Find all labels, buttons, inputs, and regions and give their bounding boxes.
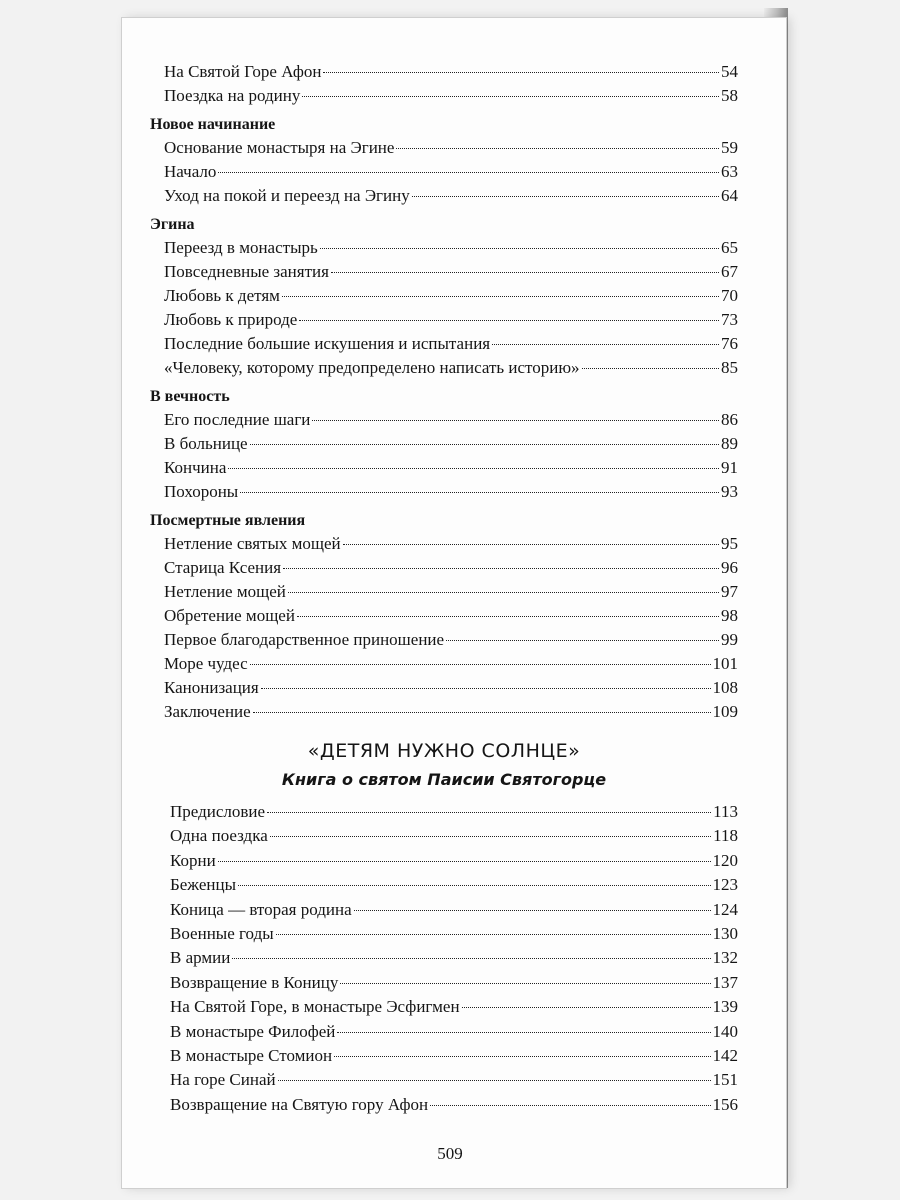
book-header	[150, 738, 738, 792]
entry-title: Похороны	[164, 482, 239, 501]
page-number: 509	[437, 1144, 463, 1163]
dot-leader	[343, 544, 719, 545]
toc-entry	[150, 971, 738, 995]
entry-title: Основание монастыря на Эгине	[164, 138, 395, 157]
entry-title: Уход на покой и переезд на Эгину	[164, 186, 410, 205]
toc-entry	[150, 628, 738, 652]
entry-title: На Святой Горе, в монастыре Эсфигмен	[170, 997, 460, 1017]
toc-entry	[150, 604, 738, 628]
dot-leader	[412, 196, 719, 197]
dot-leader	[218, 861, 711, 862]
dot-leader	[323, 72, 719, 73]
toc-entry	[150, 700, 738, 724]
dot-leader	[430, 1105, 710, 1106]
dot-leader	[278, 1080, 711, 1081]
toc-entry	[150, 1093, 738, 1117]
book-entries	[150, 800, 738, 1117]
toc-entry	[150, 1044, 738, 1068]
dot-leader	[354, 910, 711, 911]
entry-page: 89	[721, 434, 738, 453]
entry-page: 132	[712, 948, 738, 968]
toc-entry	[150, 432, 738, 456]
dot-leader	[446, 640, 719, 641]
entry-title: Переезд в монастырь	[164, 238, 318, 257]
toc-entry	[150, 556, 738, 580]
entry-page: 123	[712, 875, 738, 895]
entry-title: Кончина	[164, 458, 227, 477]
book-title: «ДЕТЯМ НУЖНО СОЛНЦЕ»	[307, 740, 581, 762]
dot-leader	[276, 934, 711, 935]
entry-title: Последние большие искушения и испытания	[164, 334, 491, 353]
entry-title: На Святой Горе Афон	[164, 62, 322, 81]
toc-entry	[150, 652, 738, 676]
dot-leader	[288, 592, 719, 593]
entry-title: Повседневные занятия	[164, 262, 329, 281]
entry-page: 86	[721, 410, 738, 429]
entry-page: 139	[712, 997, 738, 1017]
entry-page: 59	[721, 138, 738, 157]
entry-title: Возвращение на Святую гору Афон	[170, 1094, 429, 1114]
dot-leader	[582, 368, 719, 369]
dot-leader	[331, 272, 719, 273]
dot-leader	[299, 320, 719, 321]
entry-page: 130	[712, 924, 738, 944]
toc-entry	[150, 1020, 738, 1044]
entry-page: 98	[721, 606, 738, 625]
entry-page: 73	[721, 310, 738, 329]
dot-leader	[282, 296, 719, 297]
entry-page: 95	[721, 534, 738, 553]
toc-entry	[150, 922, 738, 946]
dot-leader	[250, 664, 711, 665]
dot-leader	[492, 344, 719, 345]
dot-leader	[396, 148, 719, 149]
dot-leader	[312, 420, 719, 421]
entry-title: Старица Ксения	[164, 558, 282, 577]
toc-sections	[150, 60, 738, 724]
entry-page: 76	[721, 334, 738, 353]
entry-title: Первое благодарственное приношение	[164, 630, 445, 649]
dot-leader	[261, 688, 711, 689]
entry-title: Любовь к природе	[164, 310, 298, 329]
toc-entry	[150, 946, 738, 970]
toc-entry	[150, 184, 738, 208]
dot-leader	[218, 172, 719, 173]
dot-leader	[340, 983, 710, 984]
toc-entry	[150, 532, 738, 556]
entry-title: В армии	[170, 948, 231, 968]
toc-entry	[150, 160, 738, 184]
entry-title: Заключение	[164, 702, 251, 721]
entry-title: Начало	[164, 162, 217, 181]
toc-entry	[150, 60, 738, 84]
dot-leader	[240, 492, 719, 493]
entry-page: 97	[721, 582, 738, 601]
entry-page: 54	[721, 62, 738, 81]
dot-leader	[334, 1056, 710, 1057]
book-subtitle: Книга о святом Паисии Святогорце	[281, 770, 607, 789]
toc-entry	[150, 84, 738, 108]
section-heading: Новое начинание	[150, 116, 276, 133]
entry-page: 96	[721, 558, 738, 577]
entry-title: На горе Синай	[170, 1070, 276, 1090]
entry-title: В монастыре Филофей	[170, 1021, 336, 1041]
toc-entry	[150, 580, 738, 604]
entry-title: Канонизация	[164, 678, 259, 697]
toc-entry	[150, 676, 738, 700]
toc-entry	[150, 308, 738, 332]
toc-entry	[150, 284, 738, 308]
entry-title: Беженцы	[170, 875, 236, 895]
dot-leader	[228, 468, 719, 469]
entry-title: Военные годы	[170, 924, 274, 944]
entry-page: 113	[713, 802, 738, 821]
entry-title: «Человеку, которому предопределено написать историю»	[164, 358, 580, 377]
entry-title: Поездка на родину	[164, 86, 301, 105]
toc-entry	[150, 898, 738, 922]
entry-page: 85	[721, 358, 738, 377]
entry-page: 70	[721, 286, 738, 305]
entry-page: 142	[712, 1046, 738, 1066]
toc-entry	[150, 136, 738, 160]
entry-page: 108	[712, 678, 738, 697]
toc-entry	[150, 800, 738, 824]
toc-entry	[150, 1068, 738, 1092]
entry-title: Его последние шаги	[164, 410, 311, 429]
toc-entry	[150, 849, 738, 873]
entry-title: Нетление святых мощей	[164, 534, 341, 553]
entry-title: Коница — вторая родина	[170, 899, 352, 919]
entry-title: В больнице	[164, 434, 248, 453]
dot-leader	[337, 1032, 710, 1033]
dot-leader	[283, 568, 719, 569]
entry-title: Одна поездка	[170, 826, 268, 846]
section-heading: Посмертные явления	[150, 512, 306, 529]
entry-title: Корни	[170, 850, 216, 870]
dot-leader	[250, 444, 719, 445]
toc-entry	[150, 236, 738, 260]
entry-page: 91	[721, 458, 738, 477]
entry-page: 137	[712, 972, 738, 992]
entry-page: 65	[721, 238, 738, 257]
entry-page: 151	[712, 1070, 738, 1090]
entry-title: Любовь к детям	[164, 286, 280, 305]
entry-page: 109	[712, 702, 738, 721]
toc-entry	[150, 408, 738, 432]
entry-title: Море чудес	[164, 654, 248, 673]
entry-page: 124	[712, 899, 738, 919]
toc-entry	[150, 260, 738, 284]
dot-leader	[267, 812, 711, 813]
toc-entry	[150, 456, 738, 480]
section-heading: Эгина	[150, 216, 195, 233]
entry-title: Обретение мощей	[164, 606, 295, 625]
entry-page: 58	[721, 86, 738, 105]
dot-leader	[270, 836, 711, 837]
entry-page: 118	[713, 826, 738, 846]
section-heading: В вечность	[150, 388, 230, 405]
entry-page: 64	[721, 186, 738, 205]
toc-entry	[150, 356, 738, 380]
entry-page: 140	[712, 1021, 738, 1041]
entry-page: 63	[721, 162, 738, 181]
dot-leader	[253, 712, 711, 713]
dot-leader	[462, 1007, 711, 1008]
entry-page: 101	[712, 654, 738, 673]
dot-leader	[302, 96, 719, 97]
entry-title: Возвращение в Коницу	[170, 972, 339, 992]
entry-page: 67	[721, 262, 738, 281]
toc-entry	[150, 995, 738, 1019]
table-of-contents	[150, 60, 738, 1117]
toc-entry	[150, 824, 738, 848]
entry-title: Предисловие	[170, 802, 266, 821]
entry-title: В монастыре Стомион	[170, 1046, 333, 1066]
dot-leader	[238, 885, 711, 886]
toc-entry	[150, 480, 738, 504]
toc-entry	[150, 332, 738, 356]
dot-leader	[297, 616, 719, 617]
dot-leader	[320, 248, 719, 249]
toc-entry	[150, 873, 738, 897]
dot-leader	[232, 958, 710, 959]
entry-page: 99	[721, 630, 738, 649]
entry-page: 120	[712, 850, 738, 870]
entry-page: 93	[721, 482, 738, 501]
entry-page: 156	[712, 1094, 738, 1114]
entry-title: Нетление мощей	[164, 582, 286, 601]
